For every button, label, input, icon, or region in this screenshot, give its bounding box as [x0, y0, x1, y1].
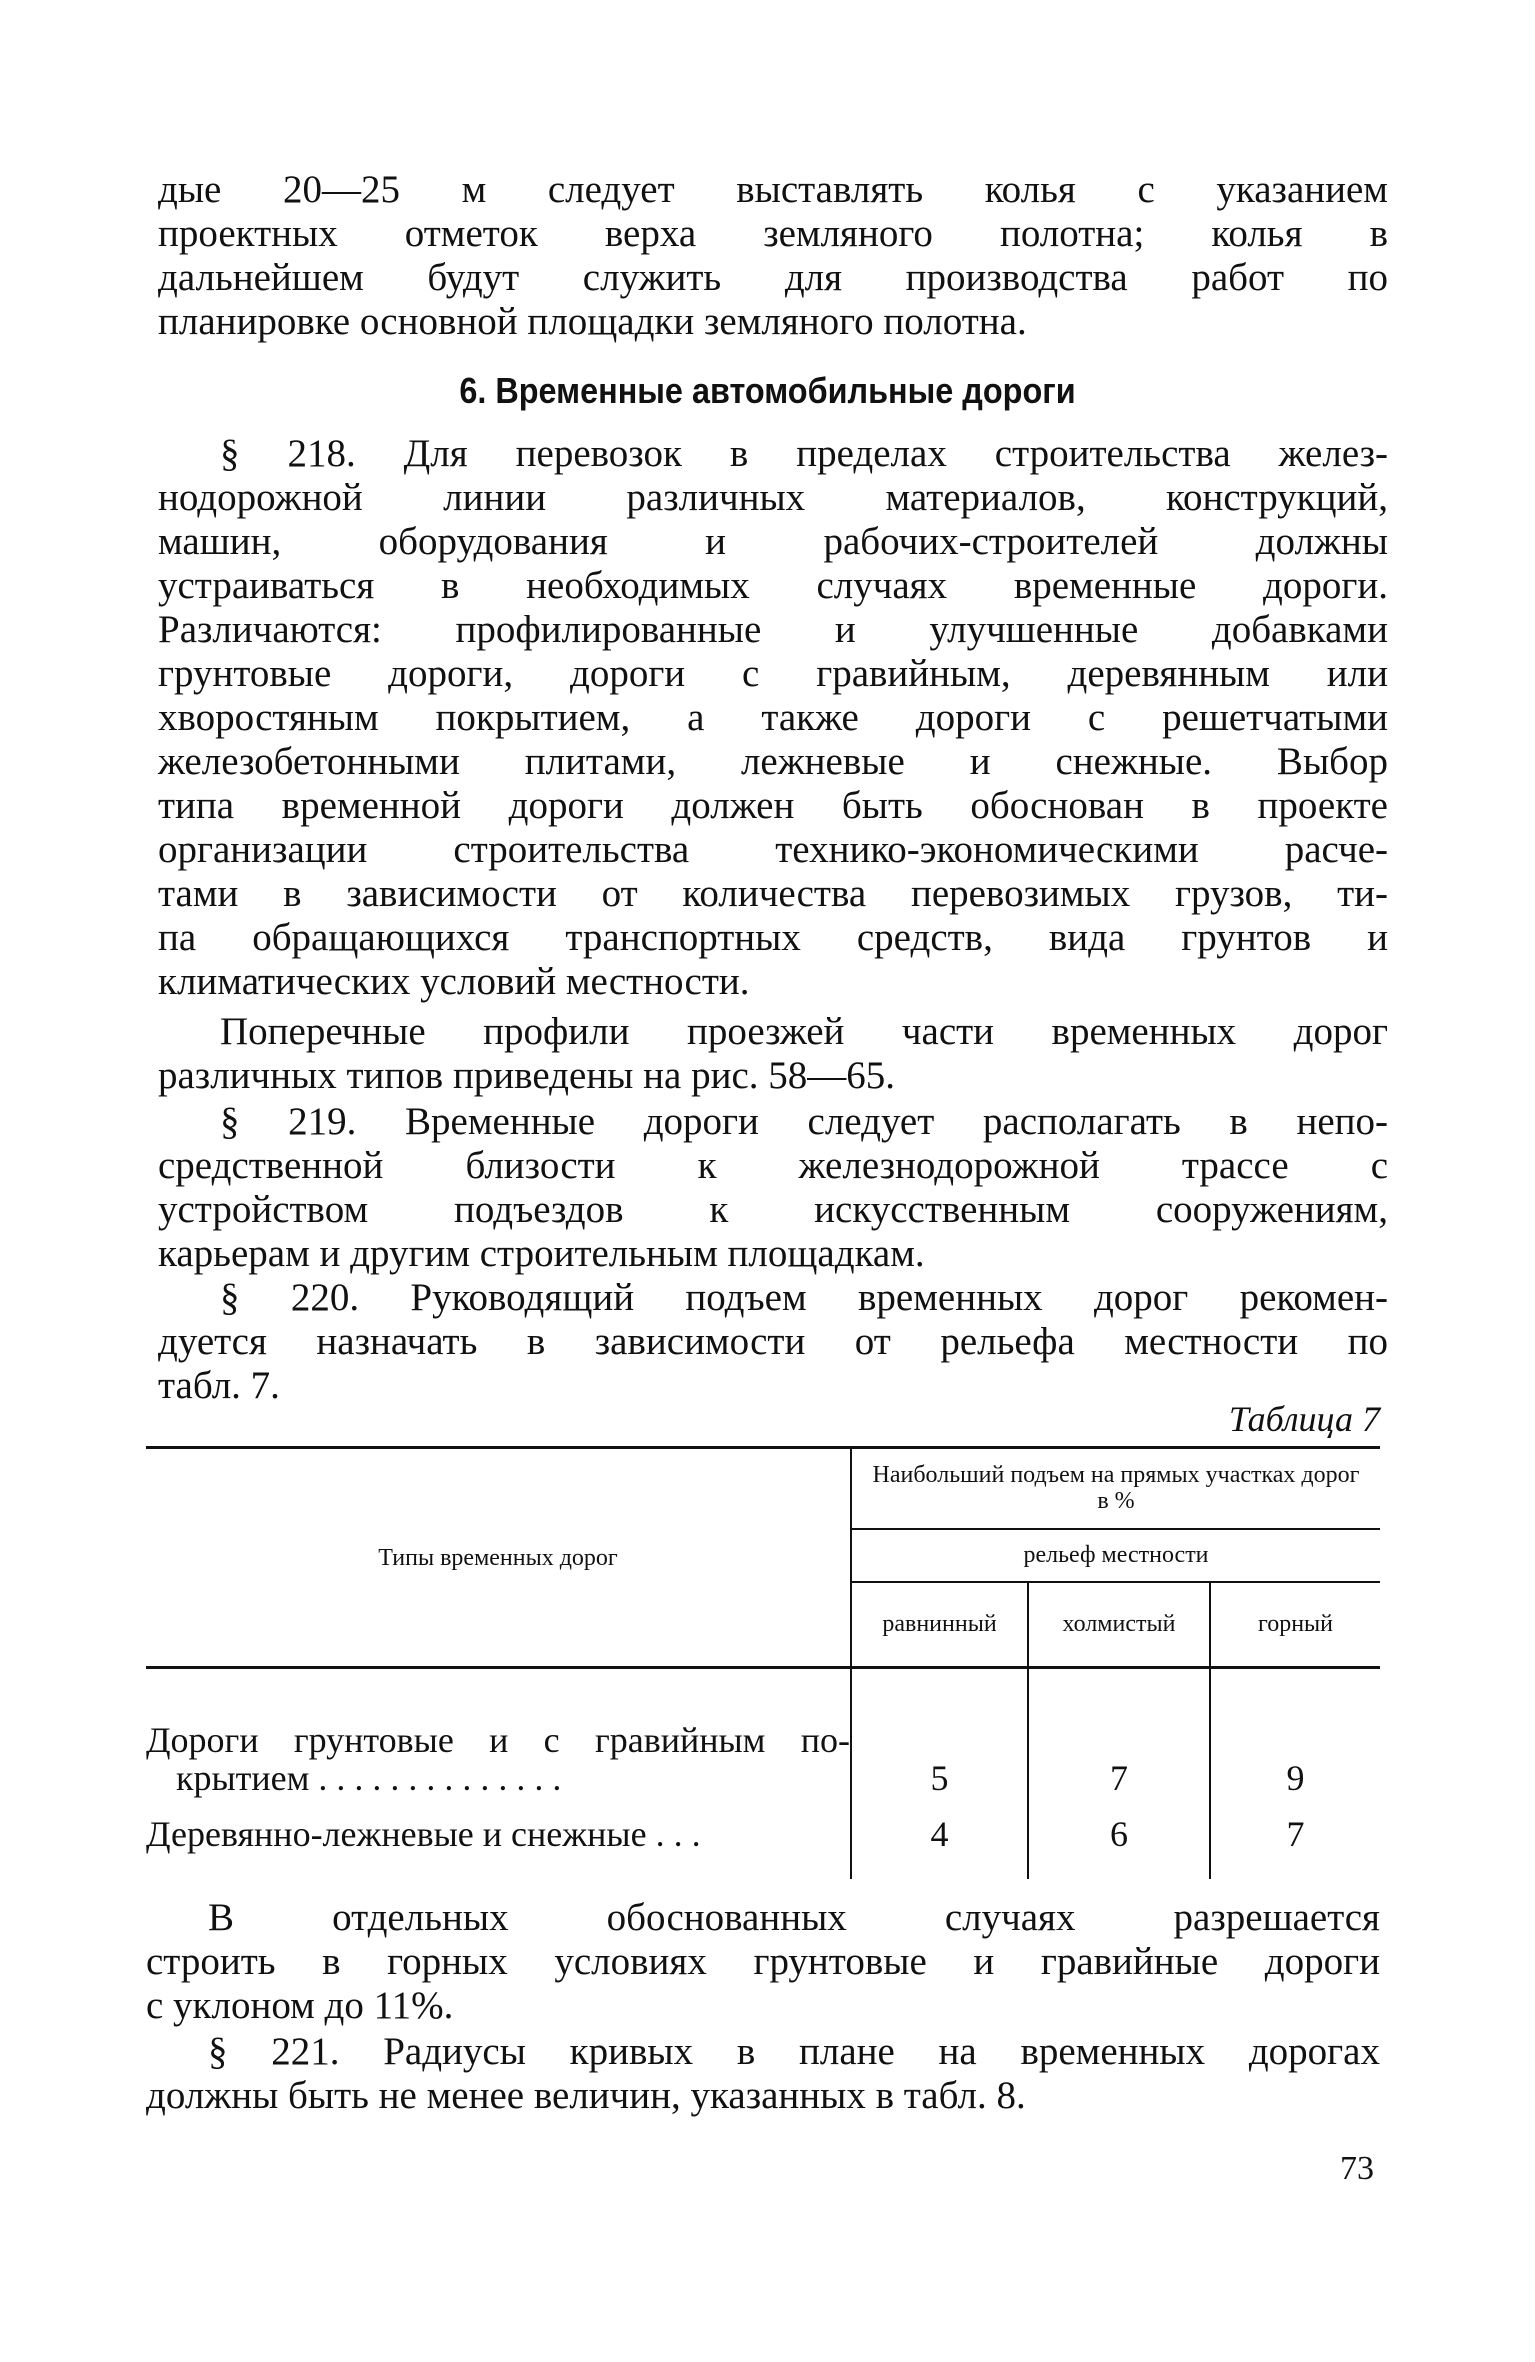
text-line: климатических условий местности.	[158, 960, 750, 1003]
text-line: Различаются: профилированные и улучшенные добавками	[158, 608, 1388, 651]
paragraph-after-table	[146, 1896, 1380, 2028]
section-heading: 6. Временные автомобильные дороги	[459, 370, 1076, 411]
column-subgroup-header: рельеф местности	[851, 1529, 1380, 1582]
table-7	[146, 1446, 1380, 1879]
column-header-mountain: горный	[1210, 1582, 1380, 1668]
text-line: организации строительства технико-экономическими расче-	[158, 828, 1388, 871]
table-row	[146, 1803, 1380, 1879]
column-header-hilly: холмистый	[1028, 1582, 1210, 1668]
cell-value: 7	[1028, 1668, 1210, 1803]
column-header-type: Типы временных дорог	[146, 1448, 851, 1668]
text-line: типа временной дороги должен быть обоснован в проекте	[158, 784, 1388, 827]
text-line: различных типов приведены на рис. 58—65.	[158, 1054, 896, 1097]
text-line: табл. 7.	[158, 1364, 280, 1407]
paragraph-220	[158, 1276, 1388, 1408]
text-line: дые 20—25 м следует выставлять колья с указанием	[158, 168, 1388, 211]
cell-value: 6	[1028, 1803, 1210, 1879]
cell-value: 5	[851, 1668, 1028, 1803]
row-name: Деревянно-лежневые и снежные . . .	[146, 1813, 701, 1854]
column-group-header: Наибольший подъем на прямых участках дорог в %	[851, 1448, 1380, 1529]
text-line: средственной близости к железнодорожной трассе с	[158, 1144, 1388, 1187]
column-header-plain: равнинный	[851, 1582, 1028, 1668]
text-line: тами в зависимости от количества перевозимых грузов, ти-	[158, 872, 1388, 915]
text-line: проектных отметок верха земляного полотна; колья в	[158, 212, 1388, 255]
text-line: § 218. Для перевозок в пределах строительства желез-	[220, 432, 1388, 475]
text-line: устройством подъездов к искусственным сооружениям,	[158, 1188, 1388, 1231]
text-line: Поперечные профили проезжей части временных дорог	[220, 1010, 1388, 1053]
paragraph-intro	[158, 168, 1388, 344]
text-line: устраиваться в необходимых случаях временные дороги.	[158, 564, 1388, 607]
cell-value: 4	[851, 1803, 1028, 1879]
text-line: хворостяным покрытием, а также дороги с решетчатыми	[158, 696, 1388, 739]
text-line: планировке основной площадки земляного полотна.	[158, 300, 1027, 343]
row-name-line: Дороги грунтовые и с гравийным по-	[146, 1719, 850, 1760]
text-line: дуется назначать в зависимости от рельефа местности по	[158, 1320, 1388, 1363]
text-line: § 220. Руководящий подъем временных дорог рекомен-	[220, 1276, 1388, 1319]
text-line: В отдельных обоснованных случаях разрешается	[208, 1896, 1380, 1939]
table-row	[146, 1668, 1380, 1803]
text-line: карьерам и другим строительным площадкам.	[158, 1232, 925, 1275]
text-line: машин, оборудования и рабочих-строителей должны	[158, 520, 1388, 563]
text-line: железобетонными плитами, лежневые и снежные. Выбор	[158, 740, 1388, 783]
text-line: с уклоном до 11%.	[146, 1984, 454, 2027]
text-line: нодорожной линии различных материалов, конструкций,	[158, 476, 1388, 519]
page-number: 73	[1340, 2150, 1374, 2187]
text-line: § 221. Радиусы кривых в плане на временных дорогах	[208, 2030, 1380, 2073]
text-line: дальнейшем будут служить для производства работ по	[158, 256, 1388, 299]
row-name-line: крытием . . . . . . . . . . . . . .	[176, 1757, 562, 1798]
paragraph-profiles	[158, 1010, 1388, 1098]
text-line: па обращающихся транспортных средств, вида грунтов и	[158, 916, 1388, 959]
text-line: § 219. Временные дороги следует располагать в непо-	[220, 1100, 1388, 1143]
text-line: строить в горных условиях грунтовые и гравийные дороги	[146, 1940, 1380, 1983]
cell-value: 7	[1210, 1803, 1380, 1879]
text-line: должны быть не менее величин, указанных в табл. 8.	[146, 2074, 1026, 2117]
paragraph-219	[158, 1100, 1388, 1276]
text-line: грунтовые дороги, дороги с гравийным, деревянным или	[158, 652, 1388, 695]
paragraph-221	[146, 2030, 1380, 2118]
cell-value: 9	[1210, 1668, 1380, 1803]
paragraph-218	[158, 432, 1388, 1004]
table-caption: Таблица 7	[1228, 1399, 1380, 1439]
